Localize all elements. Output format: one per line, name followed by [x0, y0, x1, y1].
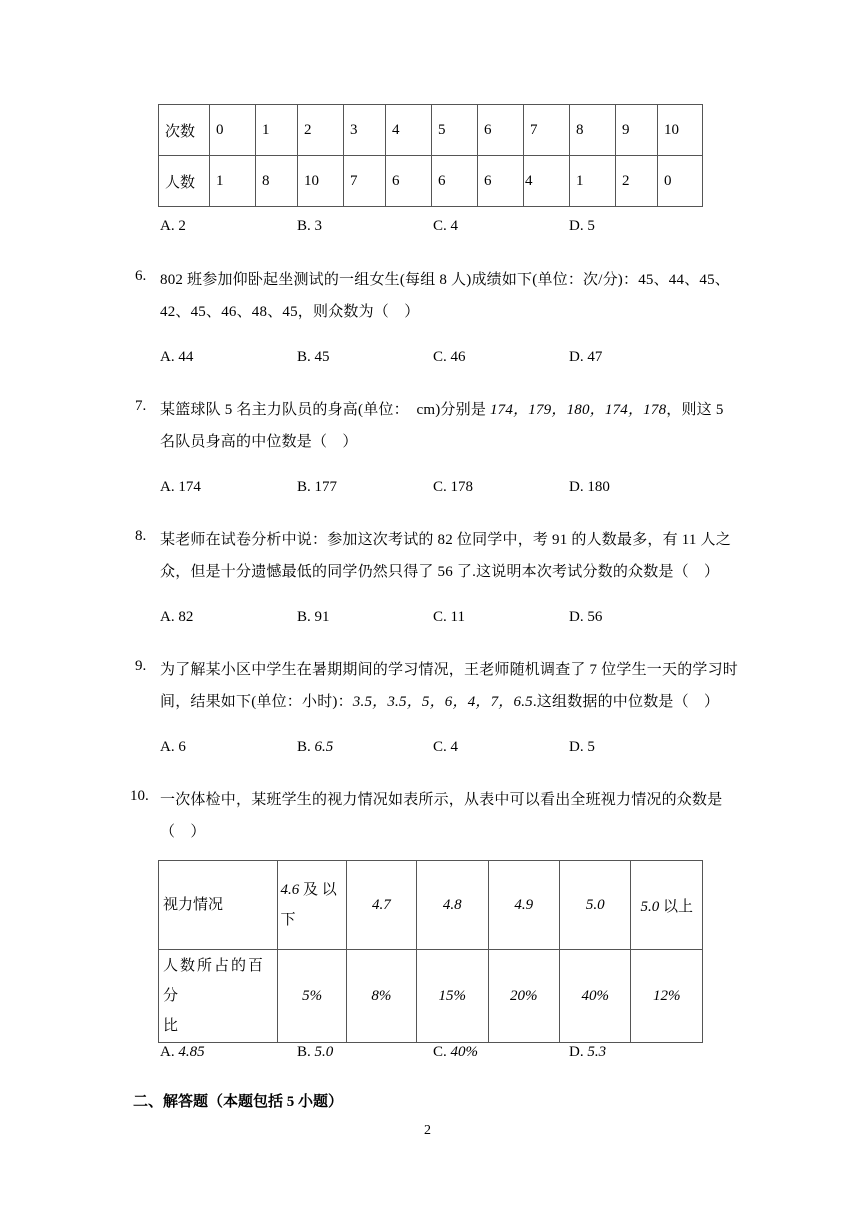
table-cell: 15% — [417, 950, 488, 1043]
option-d-value: 5.3 — [587, 1044, 607, 1060]
table-cell: 8 — [570, 105, 616, 156]
table-cell: 8% — [346, 950, 416, 1043]
table-cell: 10 — [298, 156, 344, 207]
table-cell: 1 — [570, 156, 616, 207]
option-a: A. 6 — [160, 739, 186, 755]
heights-data: 174，179，180，174，178 — [489, 402, 667, 418]
table-cell — [278, 861, 346, 950]
option-c: C. 11 — [433, 609, 465, 625]
text-segment: ，则这 5 — [666, 402, 724, 418]
question-text: （ ） — [160, 824, 206, 840]
option-a-value: 4.85 — [178, 1044, 205, 1060]
question-text — [160, 398, 724, 419]
table-cell: 6 — [478, 105, 524, 156]
table-cell — [159, 950, 278, 1043]
option-b-value: 6.5 — [314, 739, 334, 755]
table-cell: 次数 — [159, 105, 210, 156]
option-b: B. 45 — [297, 349, 330, 365]
option-b: B. 91 — [297, 609, 330, 625]
text-segment: 4.6 — [280, 882, 300, 898]
option-d: D. 5 — [569, 218, 595, 234]
option-a: A. 174 — [160, 479, 201, 495]
text-segment: 以上 — [659, 898, 693, 915]
table-cell: 0 — [210, 105, 256, 156]
hours-data: 3.5，3.5，5，6，4，7，6.5 — [352, 694, 533, 710]
option-c-value: 40% — [450, 1044, 479, 1060]
table-cell: 5.0 — [559, 861, 630, 950]
text-segment: 下 — [280, 912, 296, 928]
question-text: 某老师在试卷分析中说：参加这次考试的 82 位同学中，考 91 的人数最多，有 11 人之 — [160, 532, 731, 548]
question-text — [160, 690, 719, 711]
table-cell: 5 — [432, 105, 478, 156]
table-row — [159, 950, 703, 1043]
table-cell: 3 — [344, 105, 386, 156]
table-cell: 20% — [488, 950, 559, 1043]
question-text: 802 班参加仰卧起坐测试的一组女生(每组 8 人)成绩如下(单位：次/分)：45、44、45、 — [160, 272, 731, 288]
table-cell: 4.7 — [346, 861, 416, 950]
table-cell: 5% — [278, 950, 346, 1043]
option-d: D. 47 — [569, 349, 603, 365]
question-text: 一次体检中，某班学生的视力情况如表所示，从表中可以看出全班视力情况的众数是 — [160, 792, 723, 808]
table-cell: 7 — [524, 105, 570, 156]
table-row — [159, 105, 703, 156]
text-segment: 5.0 — [640, 898, 660, 915]
option-a: A. 2 — [160, 218, 186, 234]
table-cell: 7 — [344, 156, 386, 207]
text-segment: .这组数据的中位数是（ ） — [532, 694, 720, 710]
table-cell: 40% — [559, 950, 630, 1043]
table-cell: 4 — [524, 156, 570, 207]
question-number: 6. — [135, 268, 147, 284]
table-cell: 4.8 — [417, 861, 488, 950]
table-cell: 人数 — [159, 156, 210, 207]
table-cell: 6 — [478, 156, 524, 207]
table-cell: 1 — [256, 105, 298, 156]
section-heading: 二、解答题（本题包括 5 小题） — [133, 1094, 344, 1110]
option-d: D. 180 — [569, 479, 610, 495]
table-cell: 2 — [298, 105, 344, 156]
table-cell: 视力情况 — [159, 861, 278, 950]
option-c: C. 40% — [433, 1044, 479, 1060]
option-d: D. 56 — [569, 609, 603, 625]
text-segment: 比 — [163, 1018, 179, 1034]
option-a: A. 82 — [160, 609, 194, 625]
table-cell: 4.9 — [488, 861, 559, 950]
table-cell: 1 — [210, 156, 256, 207]
table-row — [159, 156, 703, 207]
table-cell: 0 — [658, 156, 703, 207]
table-cell — [631, 861, 703, 950]
question-text: 42、45、46、48、45，则众数为（ ） — [160, 304, 420, 320]
option-b: B. 177 — [297, 479, 338, 495]
table-cell: 4 — [386, 105, 432, 156]
table-cell: 12% — [631, 950, 703, 1043]
table-cell: 10 — [658, 105, 703, 156]
question-text: 名队员身高的中位数是（ ） — [160, 434, 358, 450]
question-number: 7. — [135, 398, 147, 414]
page-number: 2 — [424, 1123, 431, 1138]
option-c: C. 46 — [433, 349, 466, 365]
question-number: 9. — [135, 658, 147, 674]
text-segment: 某篮球队 5 名主力队员的身高(单位： cm)分别是 — [160, 402, 490, 418]
option-b: B. 6.5 — [297, 739, 334, 755]
option-b: B. 3 — [297, 218, 323, 234]
option-d: D. 5 — [569, 739, 595, 755]
table-cell: 6 — [386, 156, 432, 207]
vision-table — [158, 860, 703, 1043]
question-text: 为了解某小区中学生在暑期期间的学习情况，王老师随机调查了 7 位学生一天的学习时 — [160, 662, 739, 678]
option-b: B. 5.0 — [297, 1044, 334, 1060]
table-cell: 6 — [432, 156, 478, 207]
question-number: 10. — [130, 788, 149, 804]
question-text: 众，但是十分遗憾最低的同学仍然只得了 56 了.这说明本次考试分数的众数是（ ） — [160, 564, 720, 580]
text-segment: 人数所占的百分 — [163, 958, 266, 1004]
table-cell: 9 — [616, 105, 658, 156]
question-number: 8. — [135, 528, 147, 544]
text-segment: 及 以 — [299, 882, 337, 898]
option-c: C. 178 — [433, 479, 474, 495]
option-b-value: 5.0 — [314, 1044, 334, 1060]
frequency-table — [158, 104, 703, 207]
table-cell: 2 — [616, 156, 658, 207]
option-c: C. 4 — [433, 218, 459, 234]
option-a: A. 44 — [160, 349, 194, 365]
table-row — [159, 861, 703, 950]
option-a: A. 4.85 — [160, 1044, 205, 1060]
option-d: D. 5.3 — [569, 1044, 607, 1060]
option-c: C. 4 — [433, 739, 459, 755]
text-segment: 间，结果如下(单位：小时)： — [160, 694, 353, 710]
table-cell: 8 — [256, 156, 298, 207]
